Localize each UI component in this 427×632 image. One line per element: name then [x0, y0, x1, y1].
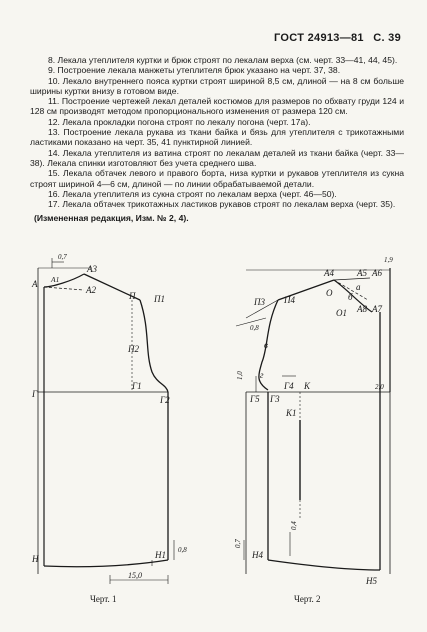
paragraph-15: 15. Лекала обтачек левого и правого борта, низа куртки и рукавов утеплителя из сукна строят шириной 4—6 см, длиной — по линии обрабатываемой детали. — [30, 168, 404, 189]
label-p: П — [129, 291, 136, 301]
figure-1-caption: Черт. 1 — [90, 594, 117, 604]
label-a3: А3 — [87, 264, 97, 274]
dim-15-0: 15,0 — [128, 571, 142, 580]
dim-0-7: 0,7 — [58, 253, 67, 261]
label-g1: Г1 — [132, 381, 142, 391]
label-p2: П2 — [128, 344, 139, 354]
paragraph-10: 10. Лекало внутреннего пояса куртки строят шириной 8,5 см, длиной — на 8 см больше ширины куртки внизу в готовом виде. — [30, 75, 404, 96]
paragraph-17: 17. Лекала обтачек трикотажных ластиков рукавов строят по лекалам верха (черт. 35). — [48, 199, 396, 210]
label-a5: А5 — [357, 268, 367, 278]
label-g: Г — [32, 389, 38, 399]
paragraph-11: 11. Построение чертежей лекал деталей костюмов для размеров по обхвату груди 124 и 128 см производят методом пропорционального изменения от размера 120 см. — [30, 96, 404, 117]
label-g5: Г5 — [250, 394, 260, 404]
label-b: б — [348, 292, 353, 302]
dim-0-7: 0,7 — [234, 539, 242, 548]
label-n: Н — [32, 554, 39, 564]
label-n5: Н5 — [366, 576, 377, 586]
dim-0-4: 0,4 — [290, 521, 298, 530]
label-n4: Н4 — [252, 550, 263, 560]
figure-2-caption: Черт. 2 — [294, 594, 321, 604]
standard-number: ГОСТ 24913—81 — [274, 32, 364, 44]
label-a4: А4 — [324, 268, 334, 278]
label-k: К — [304, 381, 310, 391]
label-o1: О1 — [336, 308, 347, 318]
dim-1-9: 1,9 — [384, 256, 393, 264]
label-a8: А8 — [357, 304, 367, 314]
amendment-note: (Измененная редакция, Изм. № 2, 4). — [34, 213, 189, 224]
dim-0-8: 0,8 — [250, 324, 259, 332]
dim-0-8: 0,8 — [178, 546, 187, 554]
paragraph-8: 8. Лекала утеплителя куртки и брюк строят по лекалам верха (см. черт. 33—41, 44, 45). — [48, 55, 398, 65]
label-g2: Г2 — [160, 395, 170, 405]
label-o: О — [326, 288, 333, 298]
label-a1: А1 — [51, 275, 60, 284]
label-g3: Г3 — [270, 394, 280, 404]
label-p3: П3 — [254, 297, 265, 307]
label-g4: Г4 — [284, 381, 294, 391]
paragraph-13: 13. Построение лекала рукава из ткани байка и бязь для утеплителя с трикотажными ластиками показано на черт. 35, 41 пунктирной линией. — [30, 127, 404, 148]
paragraph-14: 14. Лекала утеплителя из ватина строят по лекалам деталей из ткани байка (черт. 33—38). Лекала спинки изготовляют без учета среднего шва. — [30, 147, 404, 168]
paragraph-9: 9. Построение лекала манжеты утеплителя брюк указано на черт. 37, 38. — [48, 65, 341, 76]
label-a7: А7 — [372, 304, 382, 314]
paragraph-12: 12. Лекала прокладки погона строят по лекалу погона (черт. 17а). — [48, 116, 311, 127]
label-n1: Н1 — [155, 550, 166, 560]
label-p4: П4 — [284, 295, 295, 305]
label-v: в — [264, 340, 268, 350]
label-g-small: г — [260, 370, 264, 380]
label-a2: А2 — [86, 285, 96, 295]
label-a-small: а — [356, 282, 361, 292]
page-number: С. 39 — [373, 32, 401, 44]
label-p1: П1 — [154, 294, 165, 304]
paragraph-16: 16. Лекала утеплителя из сукна строят по лекалам верха (черт. 46—50). — [48, 188, 337, 199]
label-k1: К1 — [286, 408, 297, 418]
figure-1-drawing — [38, 258, 174, 584]
label-a6: А6 — [372, 268, 382, 278]
dim-1-0: 1,0 — [236, 371, 244, 380]
figure-1-labels — [31, 253, 187, 580]
figure-2-labels — [234, 256, 393, 586]
label-a: А — [32, 279, 38, 289]
dim-2-0: 2,0 — [375, 383, 384, 391]
